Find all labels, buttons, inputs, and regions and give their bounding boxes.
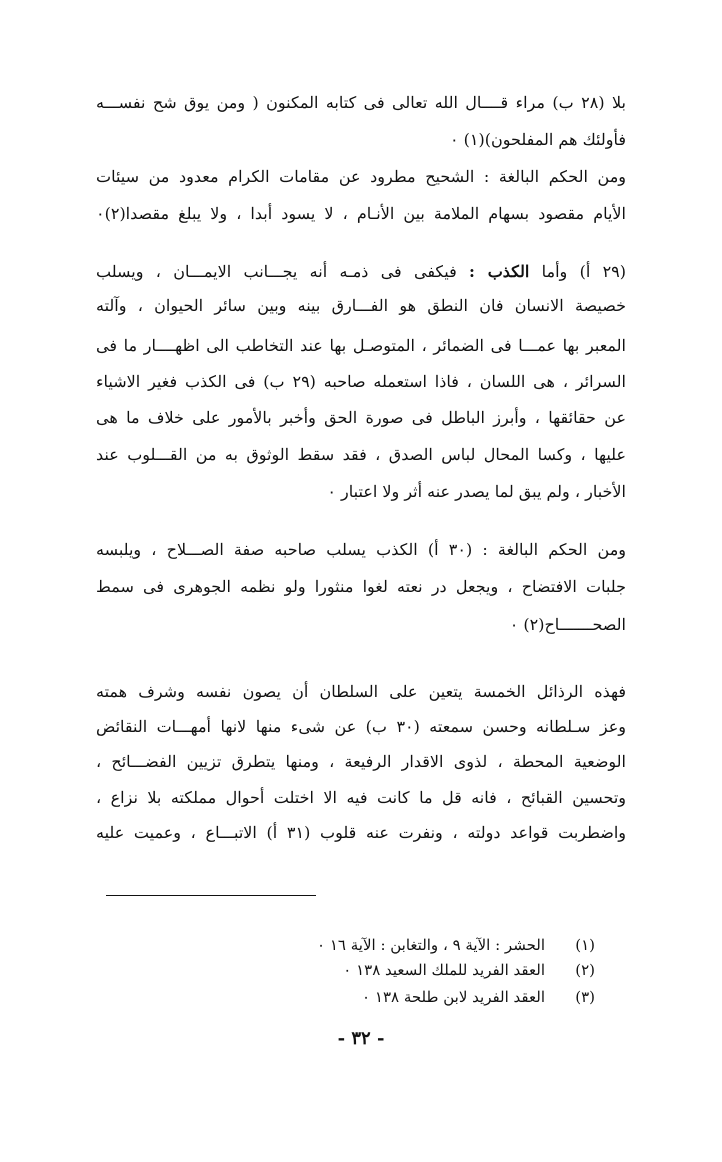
page-number: - ٣٢ - — [337, 1028, 385, 1049]
text-line: خصيصة الانسان فان النطق هو الفـــارق بينه وبين سائر الحيوان ، وآلته — [96, 296, 626, 315]
text-line: السرائر ، هى اللسان ، فاذا استعمله صاحبه (٢٩ ب) فى الكذب فغير الاشياء — [96, 372, 626, 391]
text-line: عليها ، وكسا المحال لباس الصدق ، فقد سقط الوثوق به من القـــلوب عند — [96, 445, 626, 464]
text-line: عن حقائقها ، وأبرز الباطل فى صورة الحق وأخبر بالأمور على خلاف ما هى — [96, 408, 626, 427]
text-line: بلا (٢٨ ب) مراء قــــال الله تعالى فى كتابه المكنون ( ومن يوق شح نفســـه — [96, 93, 626, 112]
footnote-number: (٣) — [575, 988, 595, 1006]
footnote-separator — [106, 895, 316, 896]
footnote — [135, 985, 595, 1009]
footnote-text: العقد الفريد لابن طلحة ١٣٨ ٠ — [362, 988, 545, 1006]
footnote-text: الحشر : الآية ٩ ، والتغابن : الآية ١٦ ٠ — [317, 936, 545, 954]
text-line: الأخبار ، ولم يبق لما يصدر عنه أثر ولا اعتبار ٠ — [327, 482, 626, 501]
text-line: المعبر بها عمـــا فى الضمائر ، المتوصـل بها عند التخاطب الى اظهــــار ما فى — [96, 336, 626, 355]
footnote-text: العقد الفريد للملك السعيد ١٣٨ ٠ — [343, 961, 545, 979]
section-keyword: الكذب : — [469, 262, 530, 281]
text-line: فأولئك هم المفلحون)(١) ٠ — [450, 130, 626, 149]
text-line: ومن الحكم البالغة : الشحيح مطرود عن مقامات الكرام معدود من سيئات — [96, 167, 626, 186]
text-line: الصحـــــــاح(٢) ٠ — [509, 615, 626, 634]
footnote-number: (١) — [575, 936, 595, 954]
text-line: ومن الحكم البالغة : (٣٠ أ) الكذب يسلب صاحبه صفة الصـــلاح ، ويلبسه — [96, 540, 626, 559]
text-line: واضطربت قواعد دولته ، ونفرت عنه قلوب (٣١ أ) الاتبـــاع ، وعميت عليه — [96, 823, 626, 842]
text-line: الأيام مقصود بسهام الملامة بين الأنـام ، لا يسود أبدا ، ولا يبلغ مقصدا(٢)٠ — [96, 204, 626, 223]
text-line: جلبات الافتضاح ، ويجعل در نعته لغوا منثورا ولو نظمه الجوهرى فى سمط — [96, 577, 626, 596]
text-line: فهذه الرذائل الخمسة يتعين على السلطان أن يصون نفسه وشرف همته — [96, 682, 626, 701]
text-line: وعز سـلطانه وحسن سمعته (٣٠ ب) عن شىء منها لانها أمهـــات النقائض — [96, 717, 626, 736]
text-line: (٢٩ أ) وأما الكذب : فيكفى فى ذمـه أنه يجـــانب الايمـــان ، ويسلب — [96, 262, 626, 281]
text-line: الوضعية المحطة ، لذوى الاقدار الرفيعة ، ومنها يتطرق تزيين الفضـــائح ، — [96, 752, 626, 771]
footnote-number: (٢) — [575, 961, 595, 979]
footnote — [135, 933, 595, 957]
text-line: وتحسين القبائح ، فانه قل ما كانت فيه الا اختلت أحوال مملكته بلا نزاع ، — [96, 788, 626, 807]
footnote — [135, 958, 595, 982]
